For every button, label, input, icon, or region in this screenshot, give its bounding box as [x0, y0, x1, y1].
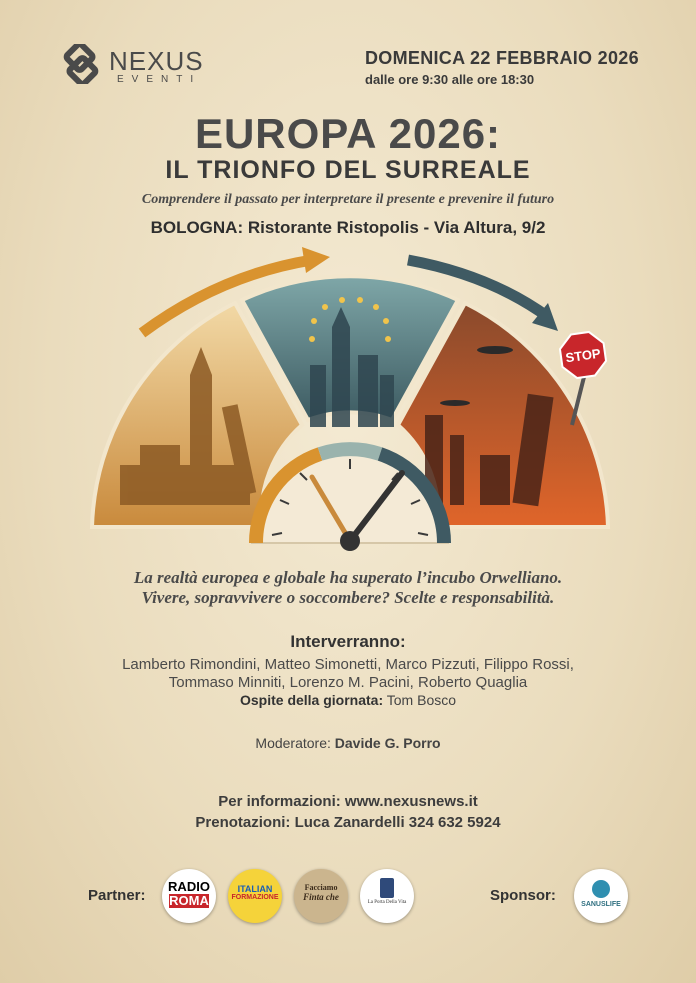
- moderator-label: Moderatore:: [255, 735, 331, 751]
- partner-2-line-2: FORMAZIONE: [231, 894, 279, 901]
- event-date: DOMENICA 22 FEBBRAIO 2026: [365, 48, 639, 68]
- partner-logo-facciamo-finta-che: [294, 869, 348, 923]
- partner-logo-italian-formazione: [228, 869, 282, 923]
- info-booking: Prenotazioni: Luca Zanardelli 324 632 5924: [195, 814, 501, 831]
- partner-label: Partner:: [88, 887, 146, 904]
- partner-1-line-2: ROMA: [169, 893, 209, 908]
- partner-logo-radio-roma: [162, 869, 216, 923]
- sponsor-name: SANUSLIFE: [581, 901, 621, 908]
- speakers-list: [0, 656, 696, 692]
- sanuslife-icon: [592, 880, 610, 898]
- logo-subtitle: EVENTI: [117, 74, 202, 85]
- quote-line-2: Vivere, sopravvivere o soccombere? Scelte e responsabilità.: [141, 588, 555, 607]
- guest: [0, 692, 696, 708]
- venue: BOLOGNA: Ristorante Ristopolis - Via Altura, 9/2: [150, 218, 546, 237]
- guest-name: Tom Bosco: [386, 692, 457, 708]
- door-icon: [380, 878, 394, 898]
- logo-wordmark: NEXUS: [109, 46, 204, 76]
- guest-label: Ospite della giornata:: [239, 692, 384, 708]
- moderator-name: Davide G. Porro: [334, 735, 441, 751]
- speakers-heading: Interverranno:: [290, 632, 406, 651]
- speakers-line-2: Tommaso Minniti, Lorenzo M. Pacini, Roberto Quaglia: [168, 674, 528, 691]
- tagline: Comprendere il passato per interpretare il presente e prevenire il futuro: [141, 192, 555, 207]
- sponsor-logo-sanuslife: [574, 869, 628, 923]
- partner-logo-la-porta-della-vita: [360, 869, 414, 923]
- partner-1-line-1: RADIO: [168, 879, 210, 894]
- speakers-line-1: Lamberto Rimondini, Matteo Simonetti, Marco Pizzuti, Filippo Rossi,: [122, 656, 574, 673]
- event-hours: dalle ore 9:30 alle ore 18:30: [365, 72, 535, 87]
- nexus-logo: [55, 44, 225, 88]
- quote-line-1: La realtà europea e globale ha superato l’incubo Orwelliano.: [133, 568, 563, 587]
- info-contact: Per informazioni: www.nexusnews.it: [218, 793, 478, 810]
- partner-3-line-1: Facciamo: [304, 883, 338, 892]
- partner-3-line-2: Finta che: [303, 892, 339, 902]
- gauge-illustration: [80, 245, 620, 565]
- moderator: [0, 735, 696, 751]
- quote: [0, 568, 696, 608]
- stop-sign-text: STOP: [564, 345, 602, 366]
- partner-4-line-1: La Porta Della Vita: [367, 900, 407, 905]
- partner-2-line-1: ITALIAN: [237, 884, 273, 894]
- page-subtitle: IL TRIONFO DEL SURREALE: [165, 156, 531, 184]
- sponsor-label: Sponsor:: [490, 887, 556, 904]
- page-title: EUROPA 2026:: [194, 110, 502, 157]
- nexus-logo-icon: [55, 44, 107, 84]
